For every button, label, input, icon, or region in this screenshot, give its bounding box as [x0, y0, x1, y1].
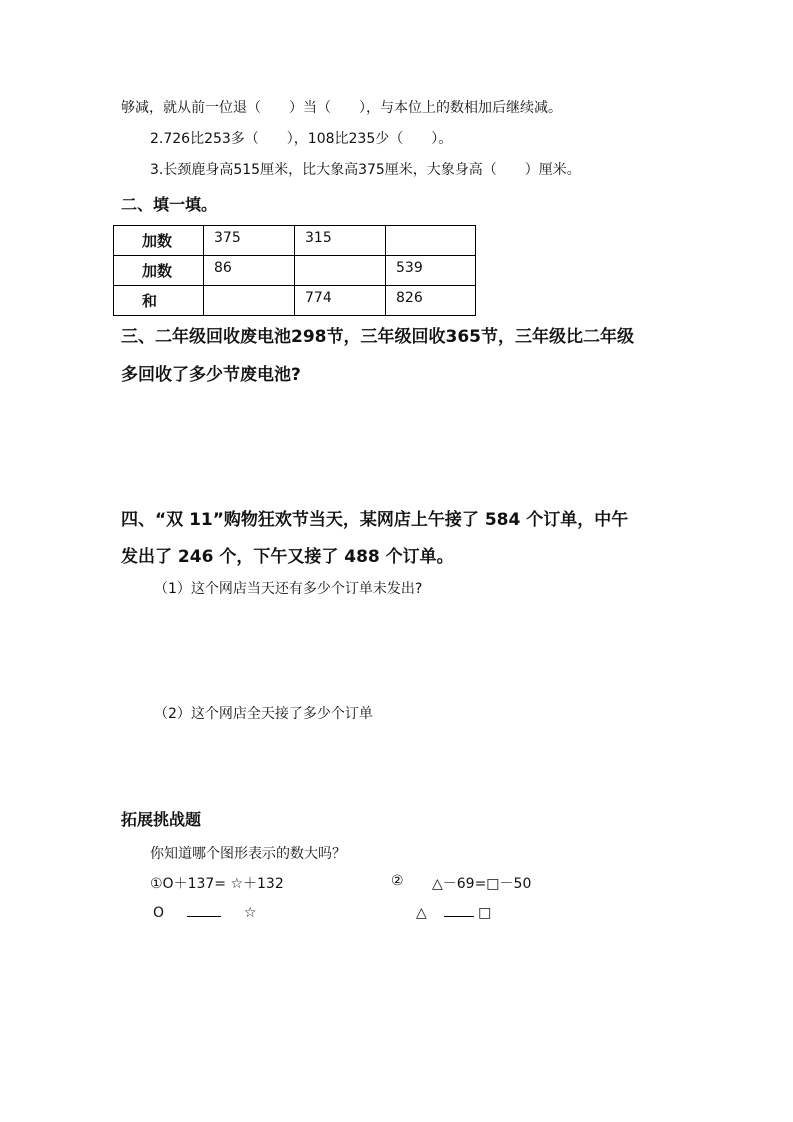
table-row [114, 226, 476, 256]
fill-blank-line-3: 3.长颈鹿身高515厘米，比大象高375厘米，大象身高（ ）厘米。 [150, 162, 581, 178]
star-symbol: ☆ [243, 905, 257, 921]
table-cell: 加数 [114, 226, 204, 256]
section-4-question-1: （1）这个网店当天还有多少个订单未发出? [154, 581, 423, 597]
table-cell [386, 226, 476, 256]
section-4-line-1: 四、“双 11”购物狂欢节当天，某网店上午接了 584 个订单，中午 [121, 510, 629, 530]
triangle-symbol: △ [416, 905, 427, 921]
challenge-equation-2-number: ② [391, 873, 404, 889]
fill-blank-line-1: 够减，就从前一位退（ ）当（ ），与本位上的数相加后继续减。 [121, 100, 562, 116]
challenge-equation-1: ①O＋137= ☆＋132 [150, 876, 284, 892]
fill-blank-line-2: 2.726比253多（ ），108比235少（ ）。 [150, 131, 453, 147]
table-cell: 375 [204, 226, 295, 256]
answer-blank-1[interactable] [187, 915, 221, 917]
section-3-line-1: 三、二年级回收废电池298节，三年级回收365节，三年级比二年级 [121, 327, 634, 347]
challenge-equation-2: △－69=□－50 [432, 876, 532, 892]
circle-symbol: O [153, 905, 165, 921]
table-cell: 539 [386, 256, 476, 286]
section-4-question-2: （2）这个网店全天接了多少个订单 [154, 706, 373, 722]
table-row [114, 286, 476, 316]
comparison-2 [416, 905, 491, 921]
section-4-line-2: 发出了 246 个，下午又接了 488 个订单。 [121, 547, 454, 567]
table-row [114, 256, 476, 286]
addition-table [113, 225, 476, 316]
table-cell: 315 [295, 226, 386, 256]
answer-blank-2[interactable] [444, 915, 474, 917]
table-cell: 加数 [114, 256, 204, 286]
table-cell: 和 [114, 286, 204, 316]
table-cell: 826 [386, 286, 476, 316]
square-symbol: □ [478, 905, 492, 921]
challenge-prompt: 你知道哪个图形表示的数大吗？ [150, 846, 346, 862]
challenge-title: 拓展挑战题 [121, 810, 202, 829]
table-cell: 774 [295, 286, 386, 316]
section-3-line-2: 多回收了多少节废电池? [121, 365, 301, 385]
comparison-1 [153, 905, 256, 921]
table-cell [295, 256, 386, 286]
section-2-title: 二、填一填。 [121, 195, 218, 214]
table-cell [204, 286, 295, 316]
table-cell: 86 [204, 256, 295, 286]
